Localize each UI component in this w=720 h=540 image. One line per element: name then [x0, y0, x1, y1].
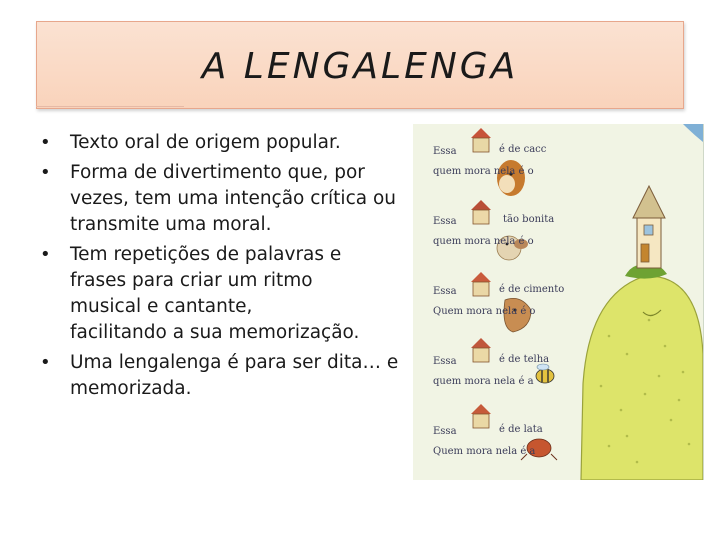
bullet-line: memorizada. — [70, 378, 192, 399]
bullet-item — [40, 242, 412, 346]
row-quem: quem mora nela é o — [433, 236, 534, 247]
row-essa: Essa — [433, 286, 457, 297]
bullet-dot: • — [40, 162, 51, 183]
bullet-line: Forma de divertimento que, por — [70, 162, 365, 183]
row-quem: Quem mora nela é o — [433, 306, 536, 317]
bullet-line: Tem repetições de palavras e — [70, 244, 342, 265]
row-essa: Essa — [433, 216, 457, 227]
bullet-dot: • — [40, 352, 51, 373]
row-essa: Essa — [433, 146, 457, 157]
lengalenga-illustration — [413, 124, 704, 480]
row-quem: quem mora nela é o — [433, 166, 534, 177]
bullet-line: facilitando a sua memorização. — [70, 322, 360, 343]
bullet-dot: • — [40, 132, 51, 153]
slide-title: A LENGALENGA — [201, 46, 519, 87]
bullet-list — [40, 130, 412, 406]
row-casa: tão bonita — [503, 214, 555, 225]
bullet-item — [40, 130, 412, 156]
row-quem: quem mora nela é a — [433, 376, 534, 387]
bullet-line: musical e cantante, — [70, 296, 253, 317]
row-essa: Essa — [433, 356, 457, 367]
row-casa: é de lata — [499, 424, 543, 435]
row-essa: Essa — [433, 426, 457, 437]
bullet-line: Uma lengalenga é para ser dita… e — [70, 352, 399, 373]
title-underline — [36, 106, 184, 107]
row-casa: é de cacc — [499, 144, 547, 155]
bullet-line: transmite uma moral. — [70, 214, 272, 235]
bullet-item — [40, 160, 412, 238]
bullet-line: frases para criar um ritmo — [70, 270, 313, 291]
bullet-line: vezes, tem uma intenção crítica ou — [70, 188, 396, 209]
bullet-line: Texto oral de origem popular. — [70, 132, 341, 153]
bullet-dot: • — [40, 244, 51, 265]
title-box — [36, 21, 684, 109]
bullet-item — [40, 350, 412, 402]
row-casa: é de telha — [499, 354, 550, 365]
row-casa: é de cimento — [499, 284, 565, 295]
row-quem: Quem mora nela é a — [433, 446, 536, 457]
